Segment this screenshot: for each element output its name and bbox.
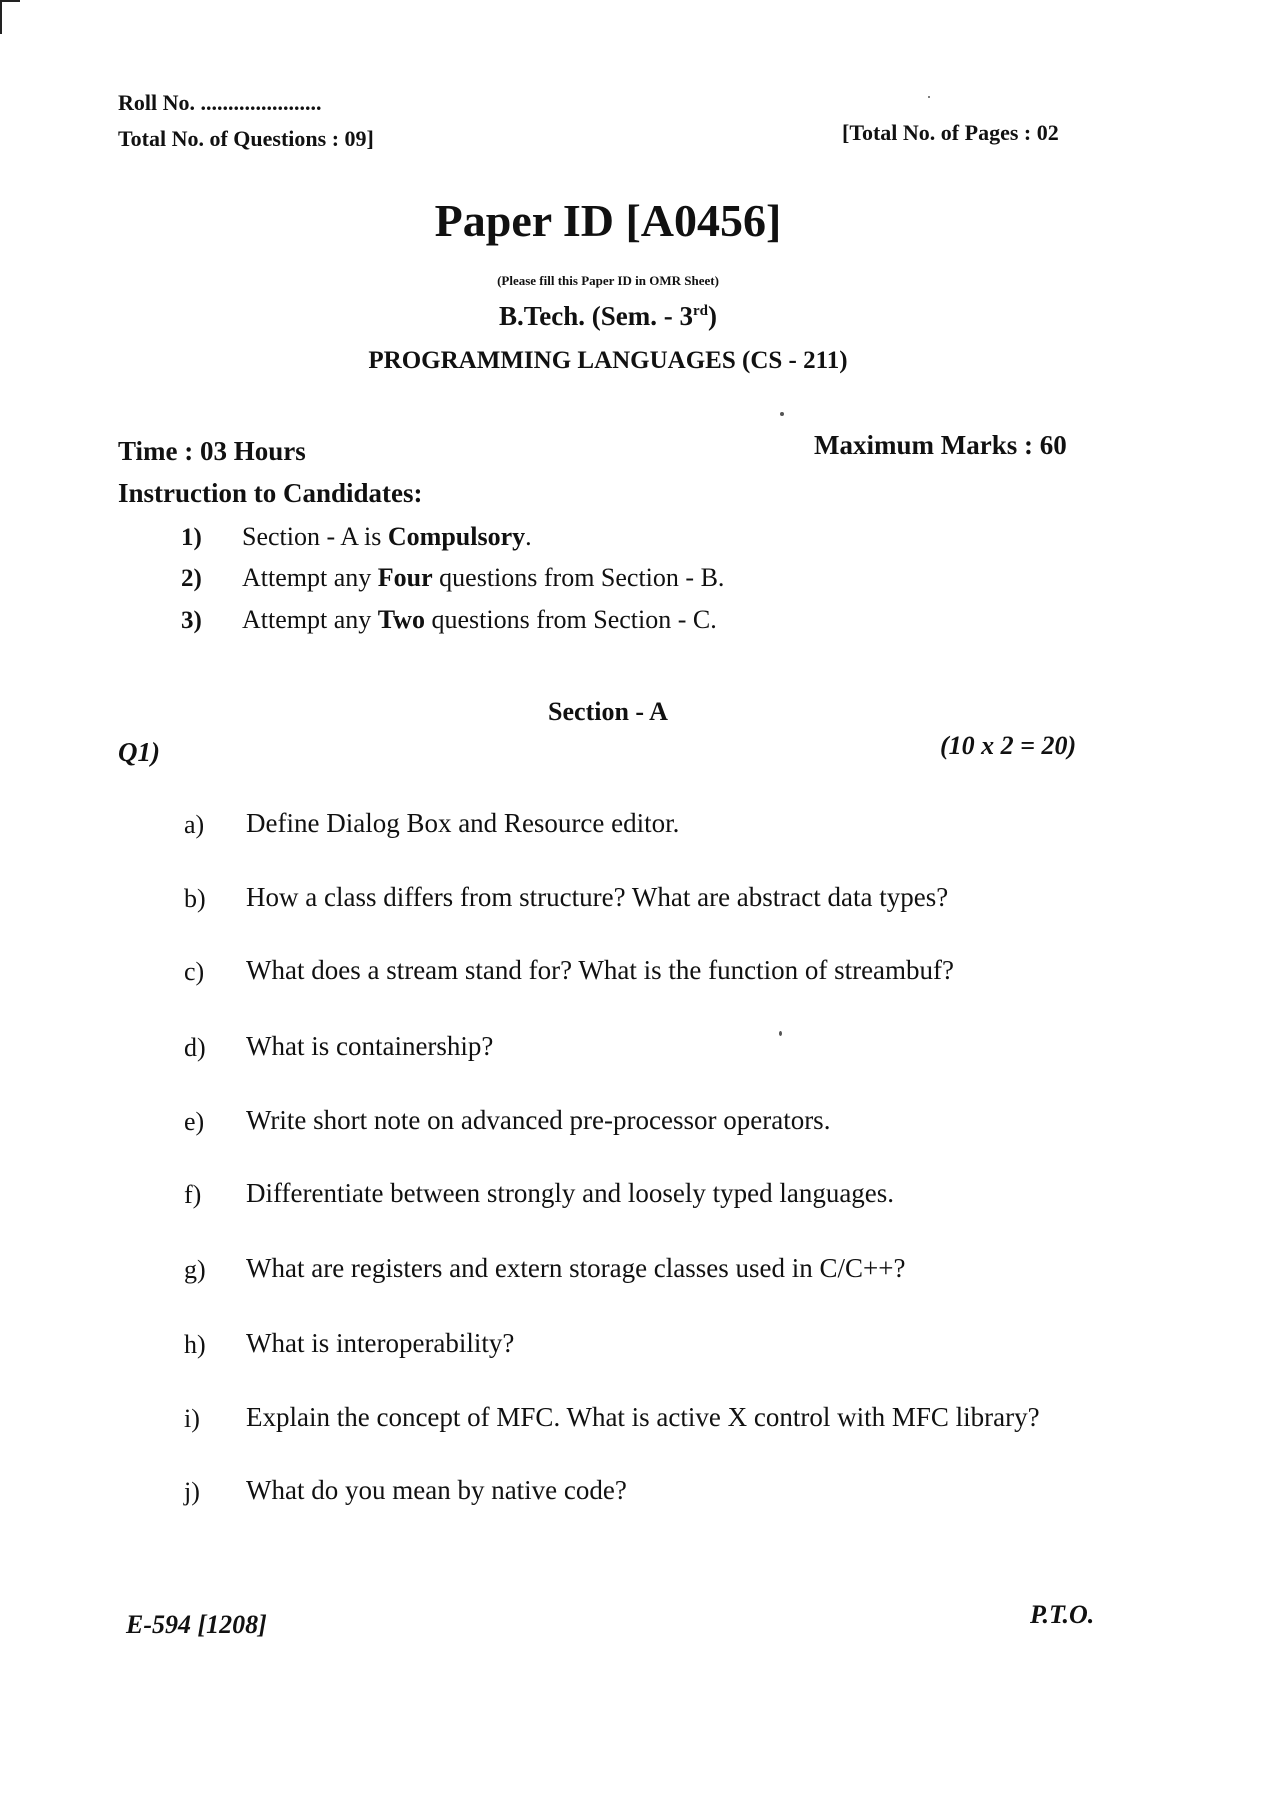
item-text: Write short note on advanced pre-processor operators. xyxy=(246,1105,831,1135)
item-label: i) xyxy=(184,1404,200,1433)
item-text: Explain the concept of MFC. What is active X control with MFC library? xyxy=(246,1402,1040,1432)
total-questions: Total No. of Questions : 09] xyxy=(118,126,374,151)
instruction-number: 2) xyxy=(181,565,202,592)
paper-id: Paper ID [A0456] xyxy=(434,195,782,246)
item-label: d) xyxy=(184,1033,206,1062)
item-text: Differentiate between strongly and loosely typed languages. xyxy=(246,1178,895,1208)
item-label: a) xyxy=(184,810,205,839)
paper-code: E-594 [1208] xyxy=(126,1610,267,1639)
instruction-text: Attempt any Two questions from Section - C. xyxy=(242,605,717,634)
instruction-number: 3) xyxy=(181,607,202,634)
total-pages: [Total No. of Pages : 02 xyxy=(842,120,1059,145)
instruction-text: Attempt any Four questions from Section - B. xyxy=(242,563,725,592)
question-marks: (10 x 2 = 20) xyxy=(940,731,1077,760)
item-label: c) xyxy=(184,957,205,986)
item-text: What do you mean by native code? xyxy=(246,1475,627,1505)
item-label: j) xyxy=(184,1477,200,1506)
item-label: g) xyxy=(184,1255,206,1284)
item-text: What does a stream stand for? What is the function of streambuf? xyxy=(246,955,955,985)
item-text: What is containership? xyxy=(246,1031,494,1061)
item-text: Define Dialog Box and Resource editor. xyxy=(246,808,680,838)
item-text: How a class differs from structure? What are abstract data types? xyxy=(246,882,949,912)
instruction-number: 1) xyxy=(181,524,202,551)
time-duration: Time : 03 Hours xyxy=(118,436,306,466)
corner-crop-mark xyxy=(0,0,20,34)
scan-speck xyxy=(779,1031,782,1036)
item-text: What is interoperability? xyxy=(246,1328,515,1358)
instructions-heading: Instruction to Candidates: xyxy=(118,478,423,508)
question-number: Q1) xyxy=(118,737,160,767)
item-label: f) xyxy=(184,1180,202,1209)
item-text: What are registers and extern storage classes used in C/C++? xyxy=(246,1253,906,1283)
please-turn-over: P.T.O. xyxy=(1030,1600,1095,1629)
roll-no: Roll No. ...................... xyxy=(118,90,322,115)
item-label: b) xyxy=(184,884,206,913)
scan-speck xyxy=(780,412,784,416)
section-a-heading: Section - A xyxy=(548,697,668,726)
scan-speck xyxy=(928,96,930,98)
instruction-text: Section - A is Compulsory. xyxy=(242,522,532,551)
subject-title: PROGRAMMING LANGUAGES (CS - 211) xyxy=(368,347,848,374)
max-marks: Maximum Marks : 60 xyxy=(814,430,1067,460)
item-label: e) xyxy=(184,1107,205,1136)
omr-note: (Please fill this Paper ID in OMR Sheet) xyxy=(497,273,719,288)
course-semester: B.Tech. (Sem. - 3rd) xyxy=(499,301,717,331)
item-label: h) xyxy=(184,1330,206,1359)
